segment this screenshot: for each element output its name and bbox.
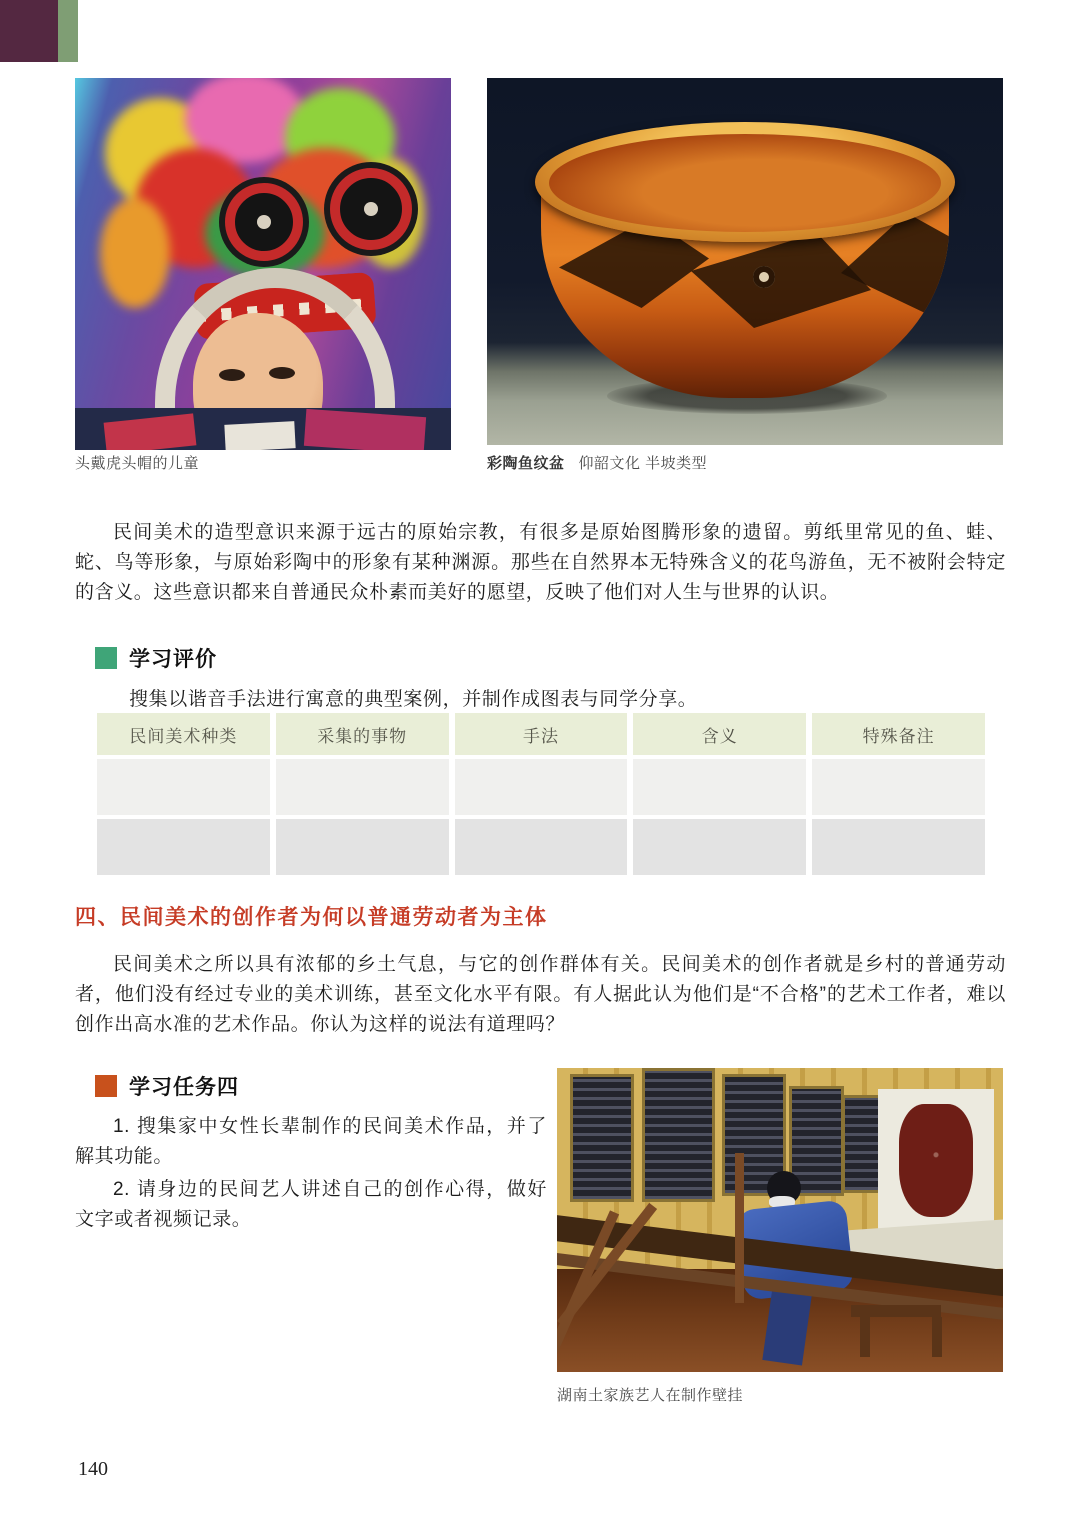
intro-paragraph: 民间美术的造型意识来源于远古的原始宗教，有很多是原始图腾形象的遗留。剪纸里常见的鱼、蛙、蛇、鸟等形象，与原始彩陶中的形象有某种渊源。那些在自然界本无特殊含义的花鸟游鱼，无不被附会特定的含义。这些意识都来自普通民众朴素而美好的愿望，反映了他们对人生与世界的认识。 (75, 522, 1006, 603)
fish-motif (691, 233, 871, 328)
photo-artist-weaving (557, 1068, 1003, 1372)
table-header-cell: 采集的事物 (276, 713, 449, 755)
orange-square-icon (95, 1075, 117, 1097)
table-cell (276, 819, 449, 875)
task-header (95, 1071, 239, 1101)
table-cell (455, 819, 628, 875)
fish-eye (753, 266, 775, 288)
section4-paragraph: 民间美术之所以具有浓郁的乡土气息，与它的创作群体有关。民间美术的创作者就是乡村的普通劳动者，他们没有经过专业的美术训练，甚至文化水平有限。有人据此认为他们是“不合格”的艺术工作者，难以创作出高水准的艺术作品。你认为这样的说法有道理吗？ (75, 954, 1006, 1035)
task-item: 1. 搜集家中女性长辈制作的民间美术作品，并了解其功能。 (75, 1116, 547, 1167)
caption-pottery (487, 452, 707, 473)
caption-artist: 湖南土家族艺人在制作壁挂 (557, 1387, 744, 1404)
corner-maroon-block (0, 0, 58, 62)
table-header-cell: 民间美术种类 (97, 713, 270, 755)
table-cell (633, 819, 806, 875)
table-cell (97, 819, 270, 875)
table-header-cell: 特殊备注 (812, 713, 985, 755)
evaluation-table (97, 713, 985, 879)
corner-sage-block (58, 0, 78, 62)
table-row (97, 819, 985, 875)
table-cell (455, 759, 628, 815)
task-list (75, 1112, 547, 1238)
table-cell (633, 759, 806, 815)
evaluation-header (95, 643, 217, 673)
caption-pottery-title: 彩陶鱼纹盆 (487, 455, 565, 472)
table-cell (97, 759, 270, 815)
page-number: 140 (78, 1458, 108, 1480)
green-square-icon (95, 647, 117, 669)
table-header-row (97, 713, 985, 755)
table-header-cell: 含义 (633, 713, 806, 755)
caption-pottery-subtitle: 仰韶文化 半坡类型 (578, 455, 708, 472)
photo-child-tiger-hat (75, 78, 451, 450)
table-row (97, 759, 985, 815)
table-header-cell: 手法 (455, 713, 628, 755)
task-item: 2. 请身边的民间艺人讲述自己的创作心得，做好文字或者视频记录。 (75, 1179, 547, 1230)
task-title: 学习任务四 (129, 1076, 239, 1099)
evaluation-title: 学习评价 (129, 648, 217, 671)
tiger-eye-left (225, 183, 303, 261)
tapestry-panel (570, 1074, 634, 1202)
table-cell (812, 759, 985, 815)
section4-title: 四、民间美术的创作者为何以普通劳动者为主体 (75, 906, 548, 929)
wall-hanging-white (878, 1089, 994, 1241)
table-cell (276, 759, 449, 815)
evaluation-instruction: 搜集以谐音手法进行寓意的典型案例，并制作成图表与同学分享。 (129, 689, 698, 710)
tapestry-panel (642, 1068, 715, 1202)
caption-child: 头戴虎头帽的儿童 (75, 455, 200, 472)
photo-pottery-fish-basin (487, 78, 1003, 445)
vase-motif (899, 1104, 973, 1216)
tiger-eye-right (330, 168, 412, 250)
table-cell (812, 819, 985, 875)
